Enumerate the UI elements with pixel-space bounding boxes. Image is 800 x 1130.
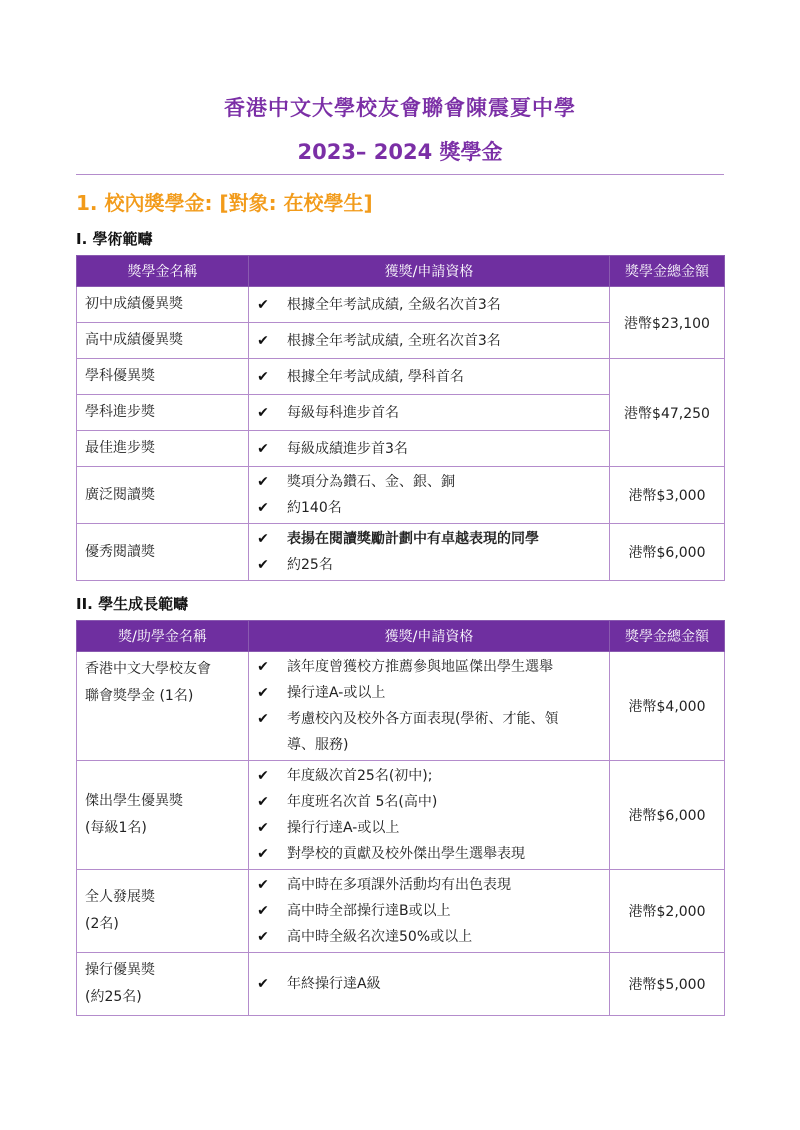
criteria-text: 操行行達A-或以上 <box>287 820 400 836</box>
criteria-text: 年度班名次首 5名(高中) <box>287 794 438 810</box>
award-name-line: 傑出學生優異獎 <box>85 793 183 809</box>
table-row <box>77 359 725 395</box>
table-row <box>77 287 725 323</box>
award-amount: 港幣$2,000 <box>610 870 725 953</box>
award-name <box>77 652 249 761</box>
award-name-line: 全人發展獎 <box>85 889 155 905</box>
criteria-text: 高中時全級名次達50%或以上 <box>287 929 473 945</box>
check-icon: ✔ <box>257 332 269 349</box>
award-criteria <box>249 524 610 581</box>
award-name-line: (每級1名) <box>85 820 147 836</box>
criteria-text: 每級成績進步首3名 <box>287 440 408 457</box>
check-icon: ✔ <box>257 440 269 457</box>
check-icon: ✔ <box>257 474 269 490</box>
award-name-line: (2名) <box>85 916 119 932</box>
award-amount: 港幣$6,000 <box>610 524 725 581</box>
award-name <box>77 870 249 953</box>
table-row <box>77 652 725 761</box>
award-name: 高中成績優異獎 <box>77 323 249 359</box>
award-name-line: 香港中文大學校友會 <box>85 661 211 677</box>
check-icon: ✔ <box>257 903 269 919</box>
check-icon: ✔ <box>257 846 269 862</box>
table-row <box>77 524 725 581</box>
check-icon: ✔ <box>257 794 269 810</box>
criteria-text: 年度級次首25名(初中); <box>287 768 433 784</box>
criteria-text: 對學校的貢獻及校外傑出學生選舉表現 <box>287 846 525 862</box>
award-criteria <box>249 287 610 323</box>
criteria-text: 根據全年考試成績, 全級名次首3名 <box>287 296 501 313</box>
award-name: 廣泛閱讀獎 <box>77 467 249 524</box>
criteria-text: 該年度曾獲校方推薦參與地區傑出學生選舉 <box>287 659 553 675</box>
table-row <box>77 761 725 870</box>
award-criteria <box>249 323 610 359</box>
document-page <box>76 0 724 1016</box>
header-criteria: 獲獎/申請資格 <box>249 621 610 652</box>
header-amount: 獎學金總金額 <box>610 256 725 287</box>
criteria-text: 年終操行達A級 <box>287 976 381 992</box>
award-criteria <box>249 467 610 524</box>
academic-subtitle: I. 學術範疇 <box>76 230 153 248</box>
growth-subtitle: II. 學生成長範疇 <box>76 595 189 613</box>
criteria-text: 高中時在多項課外活動均有出色表現 <box>287 877 511 893</box>
table-header-row <box>77 621 725 652</box>
document-year-title: 2023– 2024 獎學金 <box>297 140 503 164</box>
criteria-text: 每級每科進步首名 <box>287 404 399 421</box>
award-name-line: 操行優異獎 <box>85 962 155 978</box>
criteria-text: 根據全年考試成績, 學科首名 <box>287 368 464 385</box>
table-row <box>77 870 725 953</box>
header-criteria: 獲獎/申請資格 <box>249 256 610 287</box>
table-row <box>77 953 725 1016</box>
academic-table <box>76 255 725 581</box>
award-name: 初中成績優異獎 <box>77 287 249 323</box>
table-row <box>77 467 725 524</box>
school-name: 香港中文大學校友會聯會陳震夏中學 <box>224 96 576 120</box>
award-name <box>77 953 249 1016</box>
header-amount: 獎學金總金額 <box>610 621 725 652</box>
check-icon: ✔ <box>257 768 269 784</box>
award-name: 最佳進步獎 <box>77 431 249 467</box>
criteria-text: 考慮校內及校外各方面表現(學術、才能、領 <box>287 711 559 727</box>
section-title: 1. 校內獎學金: [對象: 在校學生] <box>76 191 373 215</box>
title-divider <box>76 174 724 175</box>
check-icon: ✔ <box>257 296 269 313</box>
criteria-continuation: 導、服務) <box>287 737 349 753</box>
check-icon: ✔ <box>257 685 269 701</box>
check-icon: ✔ <box>257 929 269 945</box>
award-name: 優秀閱讀獎 <box>77 524 249 581</box>
award-criteria <box>249 359 610 395</box>
check-icon: ✔ <box>257 877 269 893</box>
check-icon: ✔ <box>257 368 269 385</box>
criteria-text: 獎項分為鑽石、金、銀、銅 <box>287 474 455 490</box>
award-name-line: 聯會獎學金 (1名) <box>85 688 194 704</box>
award-criteria <box>249 870 610 953</box>
award-amount: 港幣$6,000 <box>610 761 725 870</box>
table-header-row <box>77 256 725 287</box>
check-icon: ✔ <box>257 531 269 547</box>
award-name: 學科進步獎 <box>77 395 249 431</box>
check-icon: ✔ <box>257 659 269 675</box>
header-name: 獎學金名稱 <box>77 256 249 287</box>
award-criteria <box>249 395 610 431</box>
check-icon: ✔ <box>257 404 269 421</box>
criteria-text: 高中時全部操行達B或以上 <box>287 903 451 919</box>
check-icon: ✔ <box>257 711 269 727</box>
award-amount: 港幣$5,000 <box>610 953 725 1016</box>
growth-table <box>76 620 725 1016</box>
award-criteria <box>249 761 610 870</box>
award-name <box>77 761 249 870</box>
check-icon: ✔ <box>257 976 269 992</box>
header-name: 獎/助學金名稱 <box>77 621 249 652</box>
check-icon: ✔ <box>257 820 269 836</box>
award-amount: 港幣$4,000 <box>610 652 725 761</box>
criteria-text: 根據全年考試成績, 全班名次首3名 <box>287 332 501 349</box>
award-criteria <box>249 953 610 1016</box>
check-icon: ✔ <box>257 557 269 573</box>
award-criteria <box>249 652 610 761</box>
criteria-text: 約140名 <box>287 500 342 516</box>
criteria-text: 操行達A-或以上 <box>287 685 386 701</box>
criteria-text: 表揚在閱讀獎勵計劃中有卓越表現的同學 <box>287 531 539 547</box>
check-icon: ✔ <box>257 500 269 516</box>
award-name: 學科優異獎 <box>77 359 249 395</box>
award-amount: 港幣$23,100 <box>610 287 725 359</box>
award-name-line: (約25名) <box>85 989 142 1005</box>
award-criteria <box>249 431 610 467</box>
criteria-text: 約25名 <box>287 557 333 573</box>
award-amount: 港幣$47,250 <box>610 359 725 467</box>
award-amount: 港幣$3,000 <box>610 467 725 524</box>
